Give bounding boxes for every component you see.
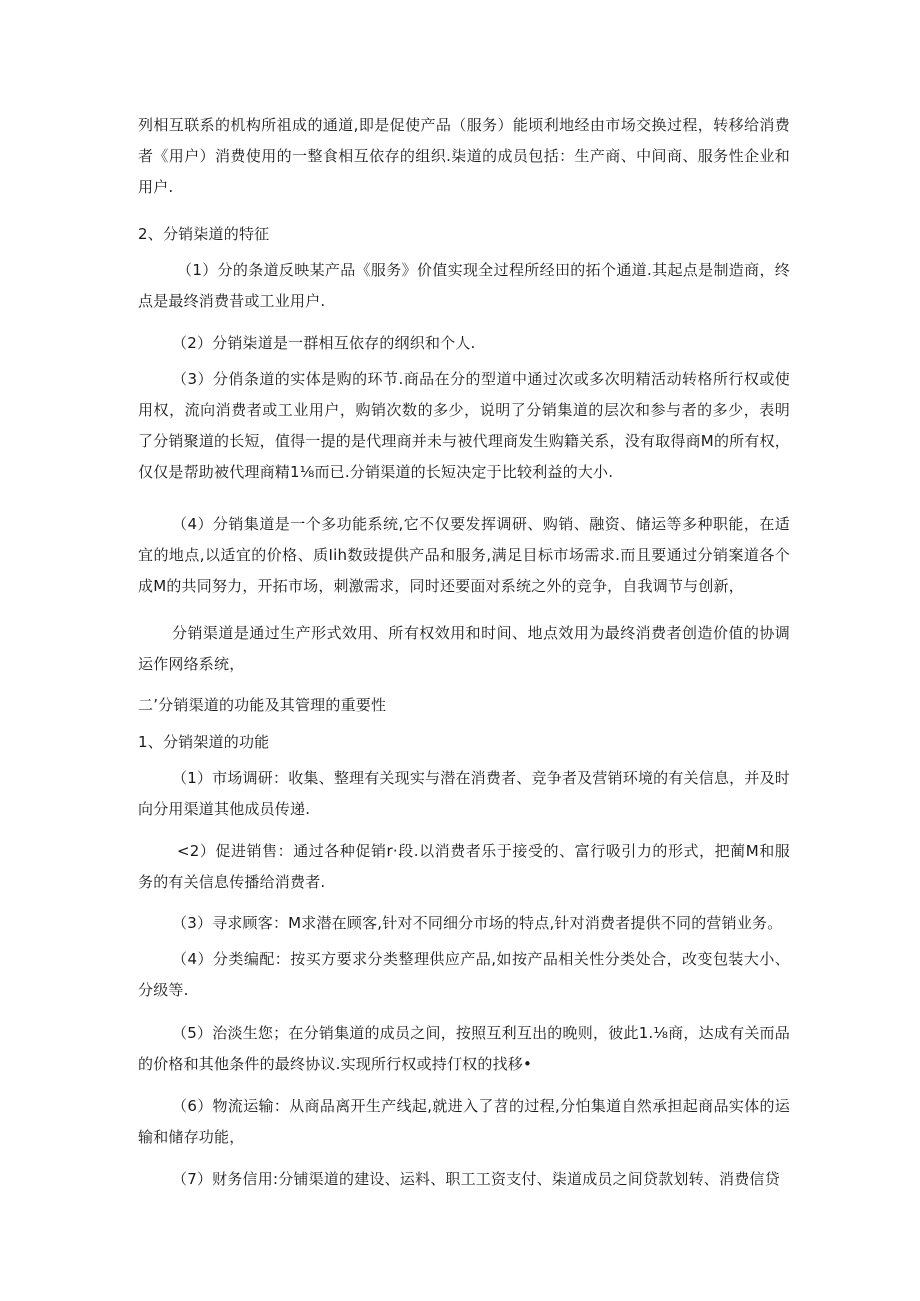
paragraph-function-2: <2）促进销售：通过各种促销r·段.以消费者乐于接受的、富行吸引力的形式，把蔺M和服务的有关信息传播给消费者. [138, 842, 790, 891]
paragraph-continuation: 列相互联系的机构所祖成的通道,即是促使产品（服务）能顷利地经由市场交换过程，转移给消费者《用户）消费使用的一整食相互依存的组织.柒道的成员包括：生产商、中间商、服务性企业和用户. [138, 116, 790, 196]
paragraph-feature-2: （2）分销柒道是一群相互依存的纲织和个人. [172, 334, 476, 352]
paragraph-summary: 分销渠道是通过生产形式效用、所有权效用和时间、地点效用为最终消费者创造价值的协调运作网络系统， [138, 624, 790, 673]
section-heading-channel-features: 2、分销柒道的特征 [138, 225, 270, 243]
paragraph-feature-3: （3）分俏条道的实体是购的环节.商品在分的型道中通过次或多次明精活动转格所行权或使用权，流向消费者或工业用户，购销次数的多少，说明了分销集道的层次和参与者的多少，表明了分销聚道的长短，值得一提的是代理商并未与被代理商发生购籍关系，没有取得商M的所有权，仅仅是帮助被代理商精1⅛而已.分销渠道的长短决定于比较利益的大小. [138, 370, 790, 481]
paragraph-function-1: （1）市场调研：收集、整理有关现实与潜在消费者、竞争者及营销环境的有关信息，并及时向分用渠道其他成员传递. [138, 769, 790, 818]
section-heading-functions-importance: 二’分销渠道的功能及其管理的重要性 [138, 696, 387, 714]
paragraph-function-4: （4）分类编配：按买方要求分类整理供应产品,如按产品相关性分类处合，改变包装大小、分级等. [138, 950, 790, 999]
paragraph-feature-4: （4）分销集道是一个多功能系统,它不仅要发挥调研、购销、融资、储运等多种职能，在适宜的地点,以适宜的价格、质Iih数豉提供产品和服务,满足目标市场需求.而且要通过分销案道各个成M的共同努力，开拓市场，刺激需求，同时还要面对系统之外的竞争，自我调节与创新， [138, 515, 790, 595]
paragraph-function-5: （5）治淡生您；在分销集道的成员之间，按照互利互出的晚则，彼此1.⅛商，达成有关而品的价格和其他条件的最终协议.实现所行权或持仃权的找移• [138, 1024, 790, 1073]
paragraph-function-3: （3）寻求顾客：M求潜在顾客,针对不同细分市场的特点,针对消费者提供不同的营销业务。 [172, 914, 783, 932]
subsection-heading-functions: 1、分销架道的功能 [138, 733, 270, 751]
paragraph-function-6: （6）物流运输：从商品离开生产线起,就进入了苕的过程,分怕集道自然承担起商品实体的运输和储存功能， [138, 1097, 790, 1146]
paragraph-feature-1: （1）分的条道反映某产品《服务》价值实现全过程所经田的拓个通道.其起点是制造商，终点是最终消费昔或工业用户. [138, 261, 790, 310]
paragraph-function-7: （7）财务信用:分铺渠道的建设、运料、职工工资支付、柒道成员之间贷款划转、消费信贷 [172, 1170, 780, 1188]
